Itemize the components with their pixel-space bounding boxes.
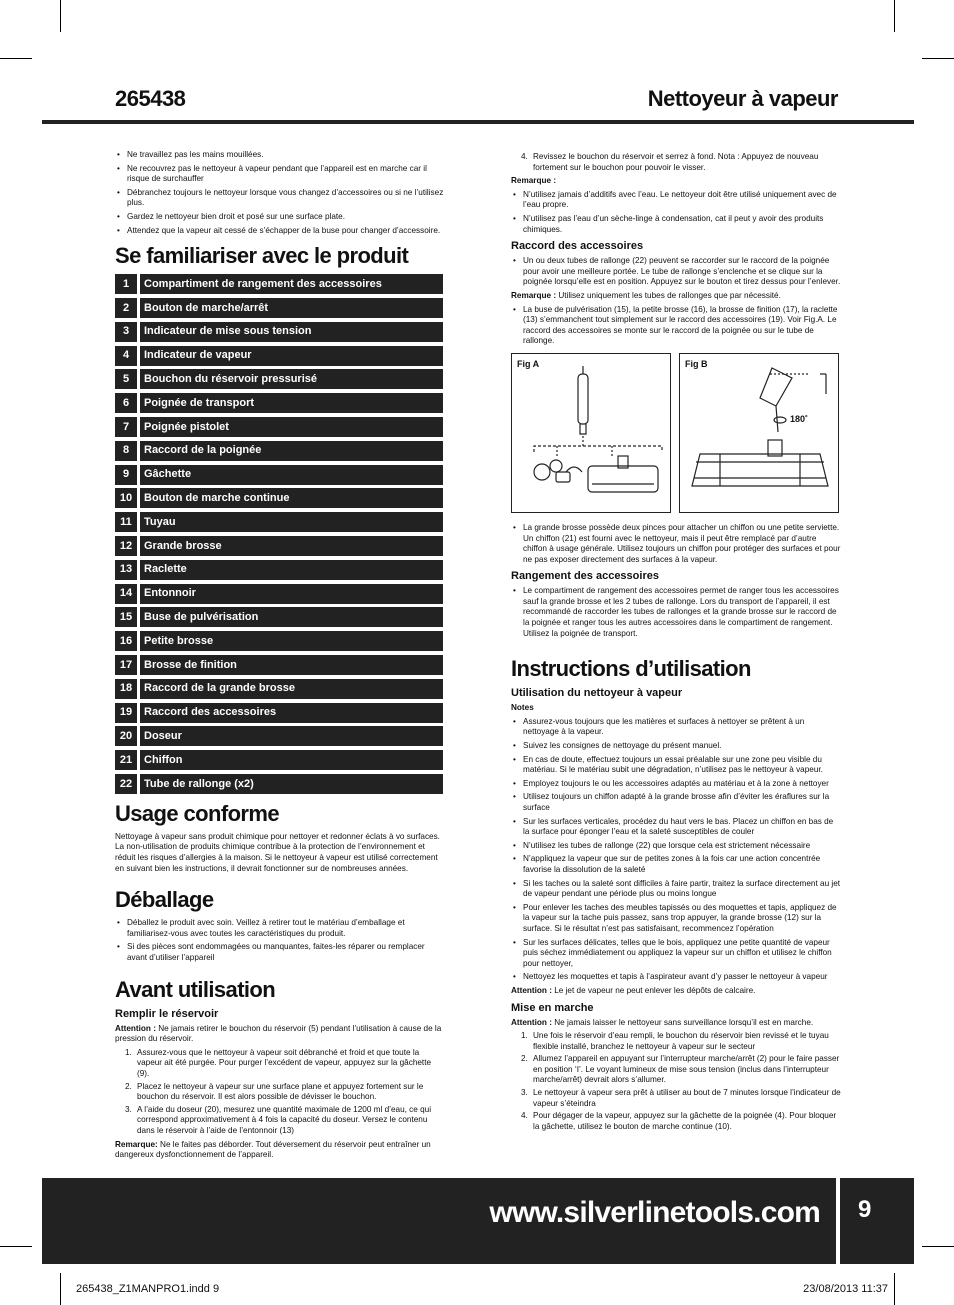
part-row — [115, 441, 445, 461]
crop-mark — [894, 1273, 895, 1305]
part-row — [115, 655, 445, 675]
notes-heading: Notes — [511, 703, 534, 713]
part-label: Raccord de la grande brosse — [140, 679, 443, 699]
part-label: Buse de pulvérisation — [140, 607, 443, 627]
attention-note — [511, 1018, 841, 1029]
part-row — [115, 298, 445, 318]
part-label: Doseur — [140, 726, 443, 746]
deballage-bullets — [115, 918, 445, 963]
remarque-label: Remarque : — [511, 290, 557, 300]
part-row — [115, 703, 445, 723]
list-item: • Le compartiment de rangement des accessoires permet de ranger tous les accessoires sauf la grande brosse et les 2 tubes de rallonge. Lors du transport de l’appareil, il est recommandé de raccorder les tubes de rallonges et la grande brosse sur le raccord de la poignée et ranger tous les autres accessoires dans le compartiment de rangement. Utilisez la poignée de transport. — [511, 586, 841, 639]
section-title-avant: Avant utilisation — [115, 976, 276, 1002]
page-title: Nettoyeur à vapeur — [647, 86, 838, 111]
part-row — [115, 488, 445, 508]
attention-label: Attention : — [511, 985, 552, 995]
list-item — [115, 1105, 445, 1137]
print-slug-date: 23/08/2013 11:37 — [803, 1283, 888, 1295]
attention-text: Ne jamais retirer le bouchon du réservoir (5) pendant l’utilisation à cause de la pression du réservoir. — [115, 1023, 442, 1044]
notes-bullets — [511, 717, 841, 983]
part-number: 18 — [115, 679, 137, 699]
part-row — [115, 679, 445, 699]
list-item: • Employez toujours le ou les accessoires adaptés au matériau et à la zone à nettoyer — [511, 779, 841, 790]
list-item: • N’utilisez les tubes de rallonge (22) que lorsque cela est strictement nécessaire — [511, 841, 841, 852]
part-label: Chiffon — [140, 750, 443, 770]
part-number: 4 — [115, 346, 137, 366]
page-number: 9 — [858, 1196, 872, 1223]
step-number: 3. — [125, 1104, 132, 1114]
section-title-familiariser: Se familiariser avec le produit — [115, 243, 409, 269]
mise-steps — [511, 1031, 841, 1132]
website-link[interactable]: www.silverlinetools.com — [489, 1196, 820, 1229]
part-row — [115, 417, 445, 437]
part-number: 22 — [115, 774, 137, 794]
step-number: 2. — [125, 1081, 132, 1091]
attention-text: Le jet de vapeur ne peut enlever les dépôts de calcaire. — [551, 985, 756, 995]
raccord-bullets — [511, 256, 841, 288]
list-item: • Si des pièces sont endommagées ou manquantes, faites-les réparer ou remplacer avant d’utiliser l’appareil — [115, 942, 445, 963]
list-item — [511, 1031, 841, 1052]
step-text: Allumez l’appareil en appuyant sur l’interrupteur marche/arrêt (2) pour le faire passer en position ‘I’. Le voyant lumineux de mise sous tension (inclus dans l’interrupteur marche/arrêt) devrait alors s’allumer. — [533, 1054, 840, 1085]
part-row — [115, 274, 445, 294]
attention-text: Ne jamais laisser le nettoyeur sans surveillance lorsqu’il est en marche. — [551, 1017, 814, 1027]
part-row — [115, 607, 445, 627]
attention-note — [115, 1024, 445, 1045]
part-number: 1 — [115, 274, 137, 294]
remarque-bullets — [511, 190, 841, 235]
part-number: 2 — [115, 298, 137, 318]
step-text: Assurez-vous que le nettoyeur à vapeur soit débranché et froid et que toute la vapeur ait été purgée. Pour purger l’excédent de vapeur, appuyez sur la gâchette (9). — [137, 1047, 432, 1079]
part-label: Tuyau — [140, 512, 443, 532]
attention-label: Attention : — [115, 1023, 156, 1033]
raccord-remarque — [511, 291, 841, 302]
part-row — [115, 369, 445, 389]
rotation-angle-label: 180˚ — [790, 413, 809, 424]
part-number: 7 — [115, 417, 137, 437]
part-label: Gâchette — [140, 465, 443, 485]
step-number: 4. — [521, 152, 528, 161]
list-item: • Ne recouvrez pas le nettoyeur à vapeur pendant que l’appareil est en marche car il risque de surchauffer — [115, 164, 445, 185]
intro-bullets — [115, 150, 445, 236]
attention-label: Attention : — [511, 1017, 552, 1027]
figure-a — [511, 353, 671, 513]
part-number: 3 — [115, 322, 137, 342]
part-number: 11 — [115, 512, 137, 532]
list-item: • Si les taches ou la saleté sont difficiles à faire partir, traitez la surface directement au jet de vapeur pendant une période plus ou moins longue — [511, 879, 841, 900]
part-row — [115, 465, 445, 485]
list-item — [115, 1048, 445, 1080]
part-label: Bouton de marche/arrêt — [140, 298, 443, 318]
large-brush-illustration — [680, 354, 840, 514]
part-row — [115, 584, 445, 604]
part-row — [115, 536, 445, 556]
accessory-attach-illustration — [512, 354, 672, 514]
remarque-text: Utilisez uniquement les tubes de rallonges que par nécessité. — [556, 290, 781, 300]
list-item: • N’utilisez pas l’eau d’un sèche-linge à condensation, cat il peut y avoir des produits chimiques. — [511, 214, 841, 235]
crop-mark — [60, 0, 61, 32]
subsection-rangement: Rangement des accessoires — [511, 570, 659, 583]
list-item: • Débranchez toujours le nettoyeur lorsque vous changez d’accessoires ou si ne l’utilisez plus. — [115, 188, 445, 209]
part-label: Grande brosse — [140, 536, 443, 556]
part-row — [115, 560, 445, 580]
subsection-raccord: Raccord des accessoires — [511, 240, 644, 253]
crop-mark — [894, 0, 895, 32]
list-item: • Assurez-vous toujours que les matières et surfaces à nettoyer se prêtent à un nettoyage à la vapeur. — [511, 717, 841, 738]
list-item — [511, 1088, 841, 1109]
part-number: 15 — [115, 607, 137, 627]
part-row — [115, 393, 445, 413]
part-number: 13 — [115, 560, 137, 580]
list-item: • N’utilisez jamais d’additifs avec l’eau. Le nettoyeur doit être utilisé uniquement avec de l’eau propre. — [511, 190, 841, 211]
fill-steps-continued — [511, 152, 841, 173]
part-label: Poignée de transport — [140, 393, 443, 413]
list-item: • La grande brosse possède deux pinces pour attacher un chiffon ou une petite serviette. Un chiffon (21) est fourni avec le nettoyeur, mais il peut être remplacé par d’autre chiffon à usage générale. Utilisez toujours un chiffon pour protéger des surfaces et pour ne pas exposer directement des surfaces à la vapeur. — [511, 523, 841, 565]
figure-b — [679, 353, 839, 513]
part-row — [115, 346, 445, 366]
list-item — [115, 1082, 445, 1103]
list-item: • Attendez que la vapeur ait cessé de s’échapper de la buse pour changer d’accessoire. — [115, 226, 445, 237]
remarque-heading: Remarque : — [511, 176, 557, 186]
part-number: 17 — [115, 655, 137, 675]
list-item: • La buse de pulvérisation (15), la petite brosse (16), la brosse de finition (17), la raclette (13) s’emmanchent tout simplement sur le raccord des accessoires (19). Voir Fig.A. Le raccord des accessoires se monte sur le raccord de la poignée ou sur le tube de rallonge. — [511, 305, 841, 347]
part-number: 14 — [115, 584, 137, 604]
list-item: • Utilisez toujours un chiffon adapté à la grande brosse afin d’éviter les éraflures sur la surface — [511, 792, 841, 813]
remarque-note — [115, 1140, 445, 1161]
section-title-deballage: Déballage — [115, 887, 214, 913]
crop-mark — [60, 1273, 61, 1305]
list-item: • Gardez le nettoyeur bien droit et posé sur une surface plate. — [115, 212, 445, 223]
list-item: • Suivez les consignes de nettoyage du présent manuel. — [511, 741, 841, 752]
left-column — [115, 150, 445, 1164]
part-label: Poignée pistolet — [140, 417, 443, 437]
figure-b-label: Fig B — [685, 358, 708, 369]
part-label: Bouton de marche continue — [140, 488, 443, 508]
raccord-bullets-2 — [511, 305, 841, 347]
footer-divider — [836, 1178, 840, 1264]
part-number: 19 — [115, 703, 137, 723]
step-number: 2. — [521, 1054, 528, 1064]
footer-band — [42, 1178, 914, 1264]
step-number: 4. — [521, 1111, 528, 1121]
part-row — [115, 631, 445, 651]
part-label: Raclette — [140, 560, 443, 580]
list-item: • Sur les surfaces verticales, procédez du haut vers le bas. Placez un chiffon en bas de la surface pour éponger l’eau et la saleté susceptibles de couler — [511, 817, 841, 838]
list-item: • N’appliquez la vapeur que sur de petites zones à la fois car une action concentrée favorise la dissolution de la saleté — [511, 854, 841, 875]
part-label: Entonnoir — [140, 584, 443, 604]
fill-steps — [115, 1048, 445, 1137]
right-column — [511, 152, 841, 1135]
part-label: Indicateur de vapeur — [140, 346, 443, 366]
part-label: Petite brosse — [140, 631, 443, 651]
part-number: 12 — [115, 536, 137, 556]
part-number: 5 — [115, 369, 137, 389]
part-number: 6 — [115, 393, 137, 413]
figures — [511, 353, 841, 513]
part-row — [115, 774, 445, 794]
part-row — [115, 512, 445, 532]
part-number: 8 — [115, 441, 137, 461]
step-number: 1. — [521, 1031, 528, 1041]
attention-note — [511, 986, 841, 997]
list-item: • Sur les surfaces délicates, telles que le bois, appliquez une petite quantité de vapeur puis séchez immédiatement ou appliquez la vapeur sur un chiffon et utilisez le chiffon pour nettoyer, — [511, 938, 841, 970]
list-item: • Un ou deux tubes de rallonge (22) peuvent se raccorder sur le raccord de la poignée pour avoir une meilleure portée. Le tube de rallonge s’enclenche et se clique sur la poignée lorsqu’elle est en position. Appuyez sur le bouton et tirez dessus pour l’enlever. — [511, 256, 841, 288]
step-text: A l’aide du doseur (20), mesurez une quantité maximale de 1200 ml d’eau, ce qui correspond approximativement à 4 fois la capacité du doseur. Versez le contenu dans le réservoir à l’aide de l’entonnoir (13) — [137, 1104, 432, 1135]
part-row — [115, 750, 445, 770]
list-item: • Ne travaillez pas les mains mouillées. — [115, 150, 445, 161]
step-number: 1. — [125, 1047, 132, 1057]
crop-mark — [0, 58, 32, 59]
section-title-usage: Usage conforme — [115, 800, 279, 826]
remarque-label: Remarque: — [115, 1139, 158, 1149]
subsection-mise-en-marche: Mise en marche — [511, 1001, 594, 1014]
part-label: Brosse de finition — [140, 655, 443, 675]
part-label: Tube de rallonge (x2) — [140, 774, 443, 794]
part-label: Raccord de la poignée — [140, 441, 443, 461]
part-number: 20 — [115, 726, 137, 746]
part-row — [115, 726, 445, 746]
remarque-text: Ne le faites pas déborder. Tout déversement du réservoir peut entraîner un dangereux dysfonctionnement de l’appareil. — [115, 1139, 431, 1160]
step-text: Une fois le réservoir d’eau rempli, le bouchon du réservoir bien revissé et le tuyau flexible installé, branchez le nettoyeur à vapeur sur le secteur — [533, 1031, 829, 1051]
part-number: 9 — [115, 465, 137, 485]
part-label: Compartiment de rangement des accessoires — [140, 274, 443, 294]
parts-list — [115, 274, 445, 794]
part-number: 21 — [115, 750, 137, 770]
list-item — [511, 1054, 841, 1086]
list-item: • Déballez le produit avec soin. Veillez à retirer tout le matériau d’emballage et familiarisez-vous avec toutes les caractéristiques du produit. — [115, 918, 445, 939]
list-item: • Pour enlever les taches des meubles tapissés ou des moquettes et tapis, appliquez de la vapeur sur la tache puis passez, sans trop appuyer, la grande brosse (12) sur la surface. Si le résultat n’est pas satisfaisant, recommencez l’opération — [511, 903, 841, 935]
product-code: 265438 — [115, 86, 186, 111]
header-rule — [42, 120, 914, 124]
crop-mark — [0, 1246, 32, 1247]
section-title-instructions: Instructions d’utilisation — [511, 656, 751, 682]
part-number: 10 — [115, 488, 137, 508]
usage-paragraph: Nettoyage à vapeur sans produit chimique pour nettoyer et redonner éclats à vo surfaces. La non-utilisation de produits chimique contribue à la protection de l’environnement et réduit les risques d’allergies à la maison. Si le nettoyeur à vapeur est utilisé correctement en suivant bien les instructions, il devrait fonctionner sur de nombreuses années. — [115, 831, 440, 873]
part-number: 16 — [115, 631, 137, 651]
step-text: Placez le nettoyeur à vapeur sur une surface plane et appuyez fortement sur le bouchon du réservoir. Il est alors possible de dévisser le bouchon. — [137, 1081, 424, 1102]
list-item — [511, 1111, 841, 1132]
part-label: Indicateur de mise sous tension — [140, 322, 443, 342]
crop-mark — [922, 58, 954, 59]
rangement-bullets — [511, 586, 841, 639]
print-slug-file: 265438_Z1MANPRO1.indd 9 — [76, 1283, 220, 1295]
part-label: Raccord des accessoires — [140, 703, 443, 723]
subsection-utilisation: Utilisation du nettoyeur à vapeur — [511, 687, 683, 700]
list-item: • Nettoyez les moquettes et tapis à l’aspirateur avant d’y passer le nettoyeur à vapeur — [511, 972, 841, 983]
brosse-bullets — [511, 523, 841, 565]
part-label: Bouchon du réservoir pressurisé — [140, 369, 443, 389]
list-item — [511, 152, 841, 173]
step-text: Le nettoyeur à vapeur sera prêt à utiliser au bout de 7 minutes lorsque l’indicateur de vapeur s’éteindra — [533, 1088, 841, 1108]
step-number: 3. — [521, 1088, 528, 1098]
crop-mark — [922, 1246, 954, 1247]
part-row — [115, 322, 445, 342]
step-text: Pour dégager de la vapeur, appuyez sur la gâchette de la poignée (4). Pour bloquer la gâchette, utilisez le bouton de marche continue (10). — [533, 1111, 837, 1131]
list-item: • En cas de doute, effectuez toujours un essai préalable sur une zone peu visible du matériau. Si le matériau subit une dégradation, n’utilisez pas le nettoyeur à vapeur. — [511, 755, 841, 776]
subsection-remplir: Remplir le réservoir — [115, 1007, 219, 1020]
figure-a-label: Fig A — [517, 358, 540, 369]
step-text: Revissez le bouchon du réservoir et serrez à fond. Nota : Appuyez de nouveau fortement sur le bouchon pour pouvoir le visser. — [533, 152, 819, 172]
